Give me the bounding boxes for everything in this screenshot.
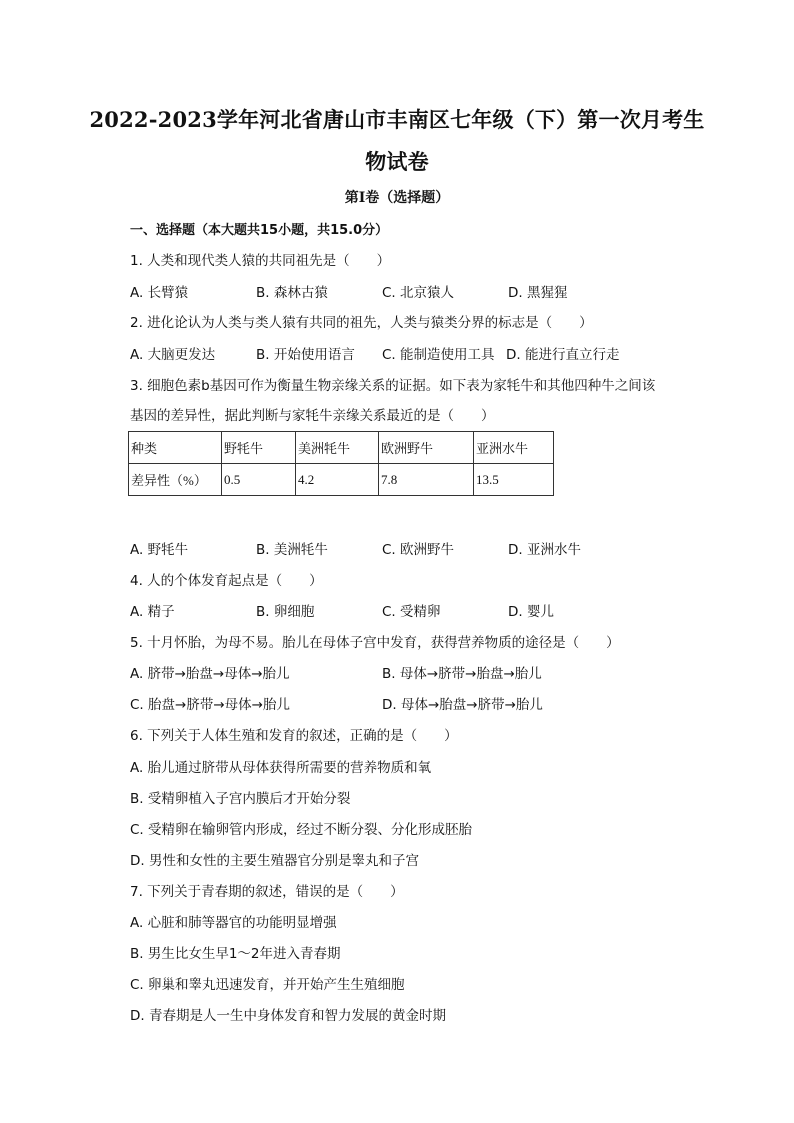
question-1-option-a[interactable]: A. 长臂猿 <box>130 285 189 301</box>
question-3-option-d[interactable]: D. 亚洲水牛 <box>508 542 581 558</box>
gene-difference-table <box>128 431 554 496</box>
question-2-option-a[interactable]: A. 大脑更发达 <box>130 347 216 363</box>
table-cell: 13.5 <box>474 464 554 496</box>
question-5-stem: 5. 十月怀胎，为母不易。胎儿在母体子宫中发育，获得营养物质的途径是（ ） <box>130 635 620 651</box>
question-1-option-d[interactable]: D. 黑猩猩 <box>508 285 568 301</box>
question-7-option-d[interactable]: D. 青春期是人一生中身体发育和智力发展的黄金时期 <box>130 1008 446 1024</box>
question-6-option-d[interactable]: D. 男性和女性的主要生殖器官分别是睾丸和子宫 <box>130 853 419 869</box>
table-header-cell: 野牦牛 <box>222 432 296 464</box>
question-5-option-c[interactable]: C. 胎盘→脐带→母体→胎儿 <box>130 697 290 713</box>
question-4-option-d[interactable]: D. 婴儿 <box>508 604 554 620</box>
question-6-stem: 6. 下列关于人体生殖和发育的叙述，正确的是（ ） <box>130 728 458 744</box>
question-7-stem: 7. 下列关于青春期的叙述，错误的是（ ） <box>130 884 404 900</box>
table-header-cell: 美洲牦牛 <box>296 432 379 464</box>
question-1-option-c[interactable]: C. 北京猿人 <box>382 285 455 301</box>
part-heading: 第Ⅰ卷（选择题） <box>344 190 450 206</box>
question-2-option-b[interactable]: B. 开始使用语言 <box>256 347 355 363</box>
question-3-stem-line1: 3. 细胞色素b基因可作为衡量生物亲缘关系的证据。如下表为家牦牛和其他四种牛之间该 <box>130 378 656 394</box>
question-6-option-a[interactable]: A. 胎儿通过脐带从母体获得所需要的营养物质和氧 <box>130 760 432 776</box>
question-3-option-b[interactable]: B. 美洲牦牛 <box>256 542 328 558</box>
question-4-option-c[interactable]: C. 受精卵 <box>382 604 441 620</box>
question-4-option-b[interactable]: B. 卵细胞 <box>256 604 315 620</box>
table-header-row <box>129 432 554 464</box>
question-5-option-d[interactable]: D. 母体→胎盘→脐带→胎儿 <box>382 697 543 713</box>
question-6-option-c[interactable]: C. 受精卵在输卵管内形成，经过不断分裂、分化形成胚胎 <box>130 822 473 838</box>
question-6-option-b[interactable]: B. 受精卵植入子宫内膜后才开始分裂 <box>130 791 351 807</box>
table-cell: 7.8 <box>379 464 474 496</box>
question-2-option-d[interactable]: D. 能进行直立行走 <box>506 347 620 363</box>
table-header-cell: 种类 <box>129 432 222 464</box>
table-cell: 4.2 <box>296 464 379 496</box>
question-2-option-c[interactable]: C. 能制造使用工具 <box>382 347 495 363</box>
question-1-option-b[interactable]: B. 森林古猿 <box>256 285 328 301</box>
question-2-stem: 2. 进化论认为人类与类人猿有共同的祖先，人类与猿类分界的标志是（ ） <box>130 315 593 331</box>
table-header-cell: 亚洲水牛 <box>474 432 554 464</box>
question-1-stem: 1. 人类和现代类人猿的共同祖先是（ ） <box>130 253 391 269</box>
exam-title-line1: 2022-2023学年河北省唐山市丰南区七年级（下）第一次月考生 <box>89 107 705 132</box>
table-cell: 差异性（%） <box>129 464 222 496</box>
question-7-option-a[interactable]: A. 心脏和肺等器官的功能明显增强 <box>130 915 337 931</box>
question-4-option-a[interactable]: A. 精子 <box>130 604 175 620</box>
section-heading: 一、选择题（本大题共15小题，共15.0分） <box>130 223 389 238</box>
table-cell: 0.5 <box>222 464 296 496</box>
table-row <box>129 464 554 496</box>
question-3-option-a[interactable]: A. 野牦牛 <box>130 542 189 558</box>
table-header-cell: 欧洲野牛 <box>379 432 474 464</box>
question-7-option-c[interactable]: C. 卵巢和睾丸迅速发育，并开始产生生殖细胞 <box>130 977 405 993</box>
question-3-stem-line2: 基因的差异性，据此判断与家牦牛亲缘关系最近的是（ ） <box>130 408 495 424</box>
exam-title-line2: 物试卷 <box>365 149 429 174</box>
question-7-option-b[interactable]: B. 男生比女生早1～2年进入青春期 <box>130 946 341 962</box>
question-3-option-c[interactable]: C. 欧洲野牛 <box>382 542 455 558</box>
question-5-option-b[interactable]: B. 母体→脐带→胎盘→胎儿 <box>382 666 542 682</box>
question-5-option-a[interactable]: A. 脐带→胎盘→母体→胎儿 <box>130 666 290 682</box>
question-4-stem: 4. 人的个体发育起点是（ ） <box>130 573 323 589</box>
